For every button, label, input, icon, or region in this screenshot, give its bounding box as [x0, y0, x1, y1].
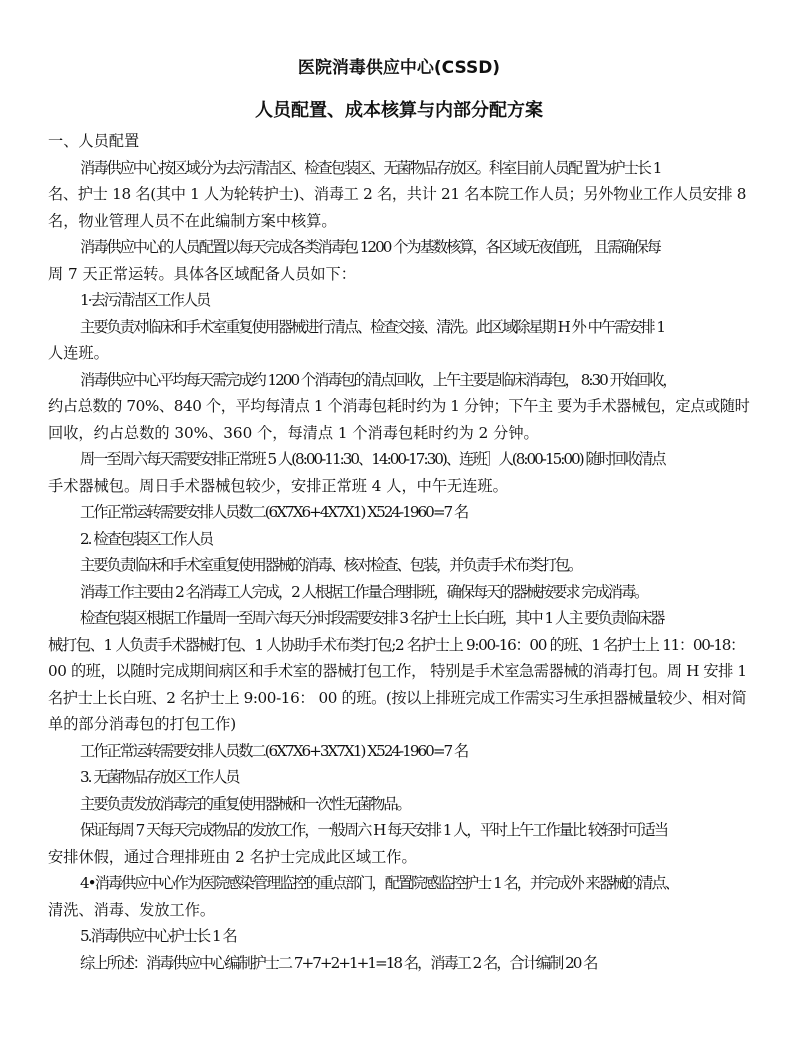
- text-line: 一、人员配置: [48, 132, 140, 150]
- text-line: 周 7 天正常运转。具体各区域配备人员如下：: [48, 264, 356, 283]
- text-line: 名护士上长白班、2 名护士上 9:00-16： 00 的班。(按以上排班完成工作需实习生承担器械量较少、相对简: [48, 688, 747, 707]
- text-line: 检查包装区根据工作量周一至周六每天分时段需要安排 3 名护士上长白班，其中 1 人主 要负责临床器: [80, 609, 664, 627]
- text-line: 工作正常运转需要安排人员数二(6X7X6+3X7X1) X524-1960=7 名: [80, 741, 468, 760]
- text-line: 手术器械包。周日手术器械包较少，安排正常班 4 人，中午无连班。: [48, 476, 508, 495]
- text-line: 周一至周六每天需要安排正常班 5 人(8:00-11:30、14:00-17:30)、连班］人(8:00-15:00) 随时回收清点: [80, 450, 665, 468]
- text-line: 人连班。: [48, 344, 109, 362]
- text-line: 1·去污清洁区工作人员: [80, 291, 210, 309]
- text-line: 综上所述：消毒供应中心编制护士二 7+7+2+1+1=18 名，消毒工 2 名，合计编制 20 名: [80, 953, 597, 972]
- text-line: 保证每周 7 天每天完成物品的发放工作，一般周六 H 每天安排 1 人，平时上午工作量比 较轻时可适当: [80, 821, 668, 839]
- document-body: [48, 128, 750, 976]
- document-title: 医院消毒供应中心(CSSD): [297, 58, 501, 78]
- text-line: 主要负责发放消毒完的重复使用器械和一次性无菌物品。: [80, 794, 410, 813]
- text-line: 消毒工作主要由 2 名消毒工人完成，2 人根据工作量合理排班，确保每天的器械按要求 完成消毒。: [80, 582, 648, 601]
- text-line: 3. 无菌物品存放区工作人员: [80, 768, 239, 786]
- text-line: 主要负责对临床和手术室重复使用器械进行清点、检查交接、清洗。此区域除星期 H 外 中午需安排 1: [80, 317, 665, 336]
- document-subtitle: 人员配置、成本核算与内部分配方案: [255, 100, 543, 121]
- text-line: 安排休假，通过合理排班由 2 名护士完成此区域工作。: [48, 847, 417, 866]
- text-line: 00 的班，以随时完成期间病区和手术室的器械打包工作， 特别是手术室急需器械的消毒打包。周 H 安排 1: [48, 662, 747, 680]
- text-line: 消毒供应中心平均每天需完成约 1200 个消毒包的清点回收，上午主要是临床消毒包， 8:30 开始回收，: [80, 370, 676, 389]
- text-line: 主要负责临床和手术室重复使用器械的消毒、核对检查、包装，并负责手术布类打包。: [80, 556, 582, 574]
- text-line: 名，物业管理人员不在此编制方案中核算。: [48, 211, 337, 230]
- text-line: 回收，约占总数的 30%、360 个，每清点 1 个消毒包耗时约为 2 分钟。: [48, 423, 539, 442]
- text-line: 名、护士 18 名(其中 1 人为轮转护士)、消毒工 2 名，共计 21 名本院工作人员；另外物业工作人员安排 8: [48, 185, 747, 203]
- text-line: 2. 检查包装区工作人员: [80, 529, 213, 548]
- text-line: 消毒供应中心按区域分为去污清洁区、检查包装区、无菌物品存放区。科室目前人员配 置为护士长 1: [80, 158, 661, 177]
- text-line: 工作正常运转需要安排人员数二(6X7X6+4X7X1) X524-1960=7 名: [80, 503, 468, 521]
- text-line: 约占总数的 70%、840 个，平均每清点 1 个消毒包耗时约为 1 分钟；下午主 要为手术器械包，定点或随时: [48, 397, 750, 415]
- text-line: 单的部分消毒包的打包工作): [48, 715, 237, 733]
- text-line: 4•消毒供应中心作为医院感染管理监控的重点部门，配置院感监控护士 1 名，并完成外 来器械的清点、: [80, 874, 678, 892]
- text-line: 消毒供应中心的人员配置以每天完成各类消毒包 1200 个为基数核算，各区域无夜值班， 且需确保每: [80, 238, 660, 256]
- text-line: 清洗、消毒、发放工作。: [48, 900, 216, 919]
- text-line: 5.消毒供应中心护士长 1 名: [80, 927, 236, 945]
- text-line: 械打包、1 人负责手术器械打包、1 人协助手术布类打包;2 名护士上 9:00-16：00 的班、1 名护士上 11：00-18：: [48, 635, 744, 654]
